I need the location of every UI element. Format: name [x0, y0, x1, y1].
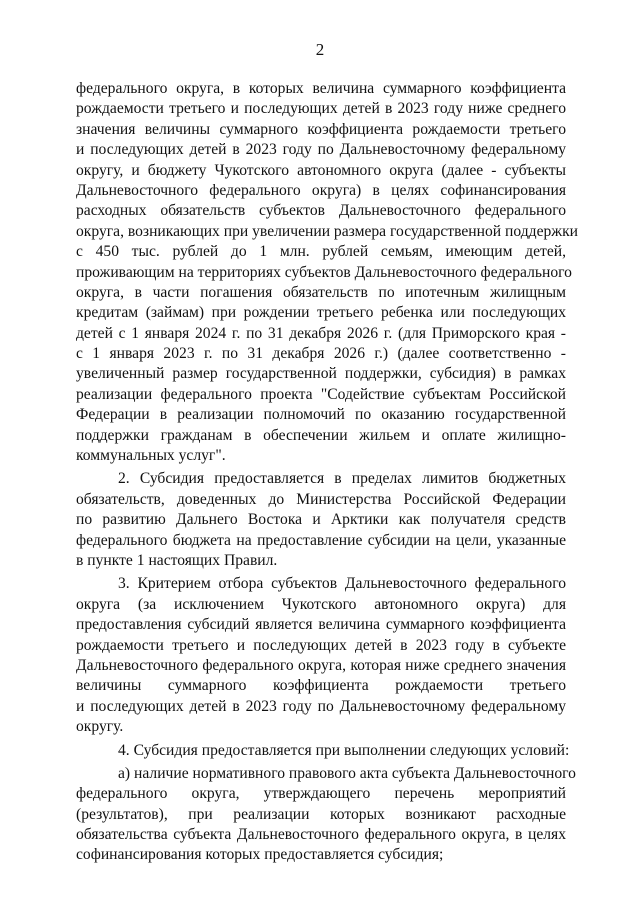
text-line: федерального округа, утверждающего перечень мероприятий: [76, 785, 566, 803]
text-line: предоставления субсидий является величина суммарного коэффициента: [76, 616, 566, 634]
text-line: и последующих детей в 2023 году по Дальневосточному федеральному: [76, 141, 566, 159]
text-line: величины суммарного коэффициента рождаемости третьего: [76, 677, 566, 695]
text-line: реализации федерального проекта "Содействие субъектам Российской: [76, 385, 566, 403]
text-line: федерального бюджета на предоставление субсидии на цели, указанные: [76, 531, 566, 549]
text-line: проживающим на территориях субъектов Дальневосточного федерального: [76, 263, 572, 281]
paragraph-p1-continuation: [76, 79, 579, 466]
text-line: округу.: [76, 718, 124, 736]
page-number: 2: [315, 40, 325, 59]
text-line: Дальневосточного федерального округа, которая ниже среднего значения: [76, 656, 566, 674]
text-line: по развитию Дальнего Востока и Арктики как получателя средств: [76, 511, 566, 529]
text-line: в пункте 1 настоящих Правил.: [76, 551, 278, 569]
text-line: (результатов), при реализации которых возникают расходные: [76, 805, 566, 823]
text-line: с 450 тыс. рублей до 1 млн. рублей семьям, имеющим детей,: [76, 243, 566, 261]
text-line: рождаемости третьего и последующих детей в 2023 году ниже среднего: [76, 100, 566, 118]
text-line: увеличенный размер государственной поддержки, субсидия) в рамках: [76, 365, 566, 383]
document-body: [76, 79, 579, 866]
text-line: Федерации в реализации полномочий по оказанию государственной: [76, 406, 566, 424]
text-line: значения величины суммарного коэффициента рождаемости третьего: [76, 120, 566, 138]
text-line: округа, возникающих при увеличении размера государственной поддержки: [76, 222, 579, 240]
text-line: федерального округа, в которых величина суммарного коэффициента: [76, 80, 566, 97]
text-line: а) наличие нормативного правового акта субъекта Дальневосточного: [118, 764, 576, 782]
paragraph-p2: [76, 469, 566, 571]
text-line: округа, в части погашения обязательств по ипотечным жилищным: [76, 283, 566, 301]
text-line: рождаемости третьего и последующих детей в 2023 году в субъекте: [76, 636, 566, 654]
text-line: детей с 1 января 2024 г. по 31 декабря 2026 г. (для Приморского края -: [76, 324, 566, 342]
paragraph-p4: [76, 741, 570, 761]
text-line: обязательства субъекта Дальневосточного федерального округа, в целях: [76, 826, 566, 844]
text-line: 4. Субсидия предоставляется при выполнении следующих условий:: [118, 741, 570, 759]
text-line: и последующих детей в 2023 году по Дальневосточному федеральному: [76, 697, 566, 715]
text-line: обязательств, доведенных до Министерства Российской Федерации: [76, 490, 566, 508]
text-line: кредитам (займам) при рождении третьего ребенка или последующих: [76, 304, 566, 322]
text-line: поддержки гражданам в обеспечении жильем и оплате жилищно-: [76, 426, 566, 444]
text-line: с 1 января 2023 г. по 31 декабря 2026 г.) (далее соответственно -: [76, 345, 566, 363]
text-line: округа (за исключением Чукотского автономного округа) для: [76, 595, 566, 613]
text-line: расходных обязательств субъектов Дальневосточного федерального: [76, 202, 566, 220]
text-line: коммунальных услуг".: [76, 447, 226, 465]
text-line: округу, и бюджету Чукотского автономного округа (далее - субъекты: [76, 161, 566, 179]
paragraph-p4a: [76, 764, 576, 866]
text-line: Дальневосточного федерального округа) в целях софинансирования: [76, 181, 566, 199]
text-line: софинансирования которых предоставляется субсидия;: [76, 846, 444, 864]
text-line: 3. Критерием отбора субъектов Дальневосточного федерального: [118, 575, 566, 593]
text-line: 2. Субсидия предоставляется в пределах лимитов бюджетных: [118, 470, 566, 488]
paragraph-p3: [76, 574, 566, 737]
